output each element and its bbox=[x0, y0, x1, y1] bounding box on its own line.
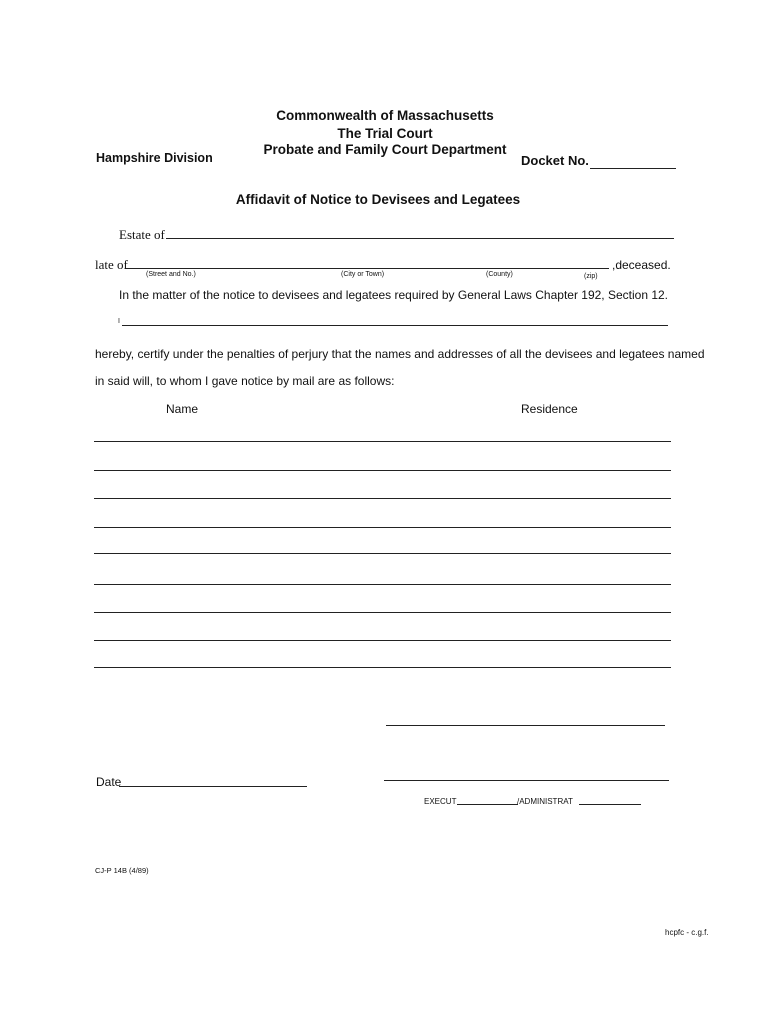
form-title: Affidavit of Notice to Devisees and Legatees bbox=[235, 192, 521, 207]
division-label: Hampshire Division bbox=[96, 151, 213, 165]
street-caption: (Street and No.) bbox=[146, 271, 196, 278]
deceased-label: ,deceased. bbox=[612, 258, 671, 272]
estate-of-label: Estate of bbox=[119, 227, 165, 242]
name-column-header: Name bbox=[166, 402, 199, 416]
footer-note: hcpfc - c.g.f. bbox=[665, 928, 709, 937]
matter-statement: In the matter of the notice to devisees and legatees required by General Laws Chapter 192, Section 12. bbox=[119, 288, 669, 302]
date-field[interactable] bbox=[119, 786, 307, 787]
docket-label: Docket No. bbox=[521, 153, 589, 168]
entry-row-line[interactable] bbox=[94, 527, 671, 528]
entry-row-line[interactable] bbox=[94, 640, 671, 641]
entry-row-line[interactable] bbox=[94, 553, 671, 554]
certify-line-1: hereby, certify under the penalties of perjury that the names and addresses of all the devisees and legatees named bbox=[95, 347, 705, 361]
entry-row-line[interactable] bbox=[94, 498, 671, 499]
affiant-i-label: I bbox=[118, 318, 120, 325]
residence-column-header: Residence bbox=[521, 402, 578, 416]
execut-suffix-field[interactable] bbox=[457, 804, 518, 805]
signature-line[interactable] bbox=[386, 725, 665, 726]
docket-number-field[interactable] bbox=[590, 168, 676, 169]
entry-row-line[interactable] bbox=[94, 667, 671, 668]
date-label: Date bbox=[96, 775, 122, 789]
late-of-label: late of bbox=[95, 257, 128, 272]
form-code: CJ-P 14B (4/89) bbox=[95, 866, 149, 875]
affiant-name-field[interactable] bbox=[122, 325, 668, 326]
header-department: Probate and Family Court Department bbox=[263, 142, 507, 157]
signature-line-2[interactable] bbox=[384, 780, 669, 781]
city-caption: (City or Town) bbox=[341, 271, 385, 278]
zip-caption: (zip) bbox=[584, 273, 598, 280]
entry-row-line[interactable] bbox=[94, 470, 671, 471]
header-commonwealth: Commonwealth of Massachusetts bbox=[276, 108, 494, 123]
entry-row-line[interactable] bbox=[94, 612, 671, 613]
estate-name-field[interactable] bbox=[166, 238, 674, 239]
administrat-label: /ADMINISTRAT bbox=[517, 797, 573, 806]
execut-label: EXECUT bbox=[424, 797, 457, 806]
late-of-address-field[interactable] bbox=[126, 268, 609, 269]
entry-row-line[interactable] bbox=[94, 584, 671, 585]
entry-row-line[interactable] bbox=[94, 441, 671, 442]
certify-line-2: in said will, to whom I gave notice by mail are as follows: bbox=[95, 374, 395, 388]
administrat-suffix-field[interactable] bbox=[579, 804, 641, 805]
county-caption: (County) bbox=[486, 271, 513, 278]
header-trial-court: The Trial Court bbox=[337, 126, 433, 141]
